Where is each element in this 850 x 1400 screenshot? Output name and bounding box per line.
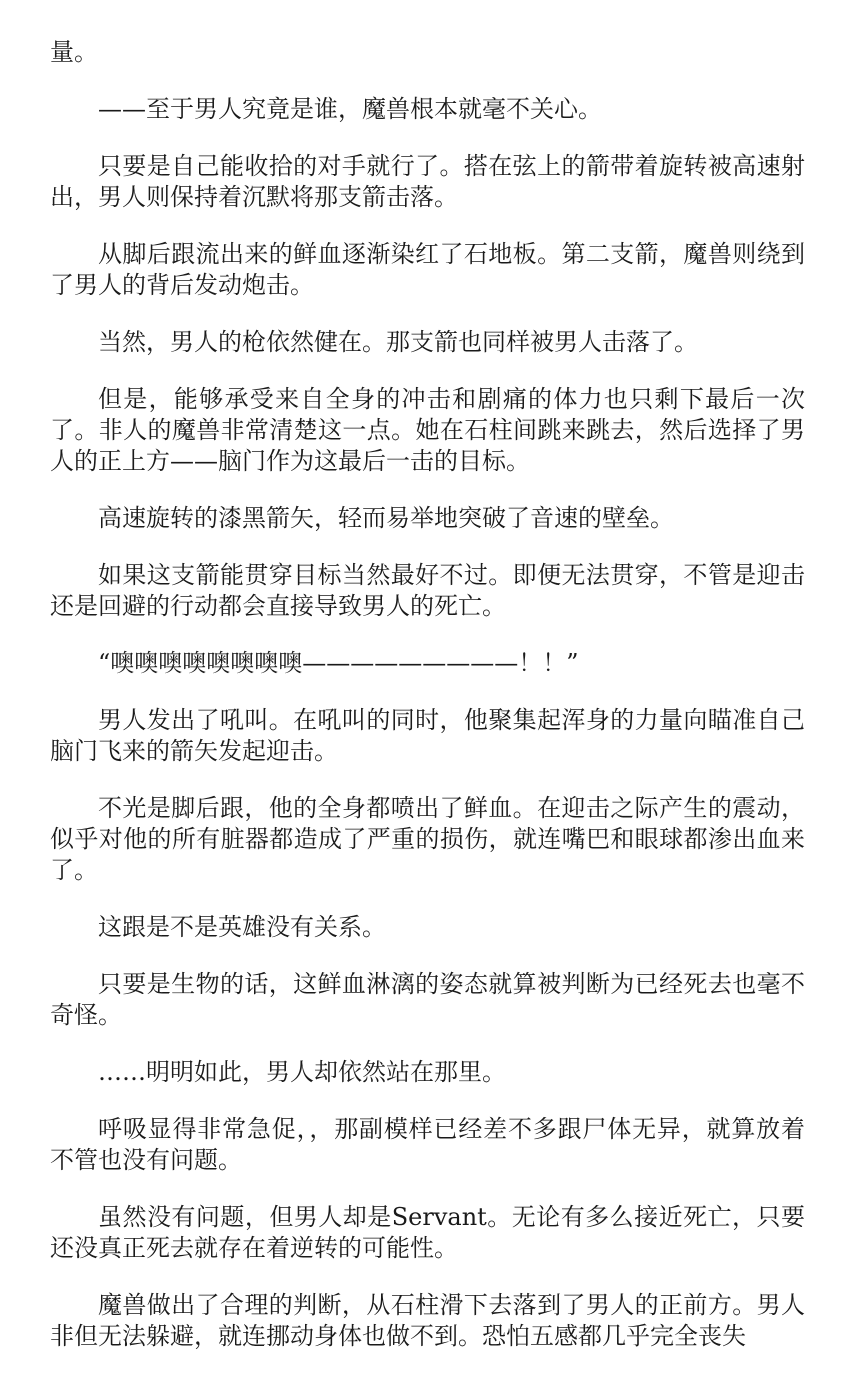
- dialogue-paragraph: “噢噢噢噢噢噢噢噢—————————！！”: [98, 649, 579, 677]
- paragraph: 从脚后跟流出来的鲜血逐渐染红了石地板。第二支箭，魔兽则绕到了男人的背后发动炮击。: [50, 240, 805, 299]
- paragraph: 呼吸显得非常急促，，那副模样已经差不多跟尸体无异，就算放着不管也没有问题。: [50, 1115, 805, 1174]
- document-page: [50, 37, 805, 1378]
- paragraph: 量。: [50, 38, 98, 66]
- paragraph: 高速旋转的漆黑箭矢，轻而易举地突破了音速的壁垒。: [98, 504, 674, 532]
- paragraph: 只要是生物的话，这鲜血淋漓的姿态就算被判断为已经死去也毫不奇怪。: [50, 970, 805, 1029]
- paragraph: 虽然没有问题，但男人却是Servant。无论有多么接近死亡，只要还没真正死去就存在着逆转的可能性。: [50, 1203, 805, 1262]
- paragraph: 魔兽做出了合理的判断，从石柱滑下去落到了男人的正前方。男人非但无法躲避，就连挪动身体也做不到。恐怕五感都几乎完全丧失: [50, 1291, 805, 1350]
- paragraph: ……明明如此，男人却依然站在那里。: [98, 1058, 506, 1086]
- paragraph: 不光是脚后跟，他的全身都喷出了鲜血。在迎击之际产生的震动，似乎对他的所有脏器都造成了严重的损伤，就连嘴巴和眼球都渗出血来了。: [50, 794, 805, 884]
- paragraph: 只要是自己能收拾的对手就行了。搭在弦上的箭带着旋转被高速射出，男人则保持着沉默将那支箭击落。: [50, 152, 805, 211]
- paragraph: 当然，男人的枪依然健在。那支箭也同样被男人击落了。: [98, 328, 698, 356]
- paragraph: 如果这支箭能贯穿目标当然最好不过。即便无法贯穿，不管是迎击还是回避的行动都会直接导致男人的死亡。: [50, 561, 805, 620]
- paragraph: 但是，能够承受来自全身的冲击和剧痛的体力也只剩下最后一次了。非人的魔兽非常清楚这一点。她在石柱间跳来跳去，然后选择了男人的正上方——脑门作为这最后一击的目标。: [50, 385, 805, 475]
- paragraph: ——至于男人究竟是谁，魔兽根本就毫不关心。: [98, 95, 602, 123]
- paragraph: 男人发出了吼叫。在吼叫的同时，他聚集起浑身的力量向瞄准自己脑门飞来的箭矢发起迎击。: [50, 706, 805, 765]
- paragraph: 这跟是不是英雄没有关系。: [98, 913, 386, 941]
